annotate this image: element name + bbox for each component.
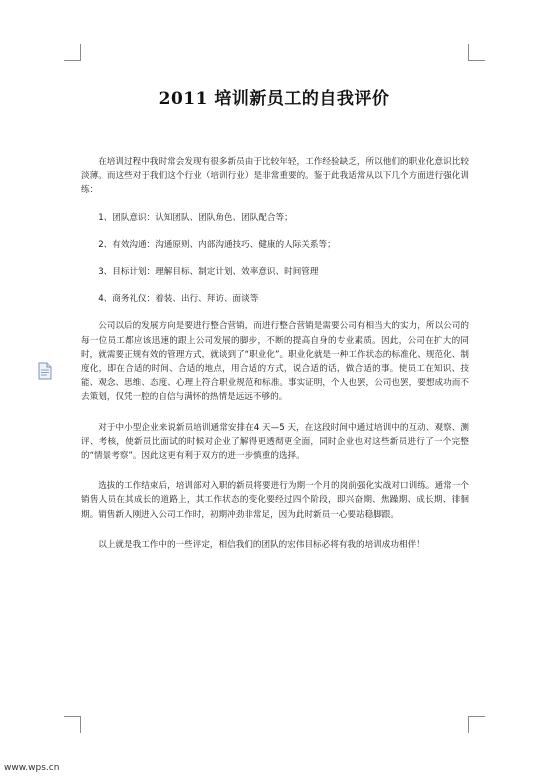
margin-corner-top-right: [468, 44, 485, 61]
list-item: 2、有效沟通：沟通原则、内部沟通技巧、健康的人际关系等；: [98, 239, 336, 250]
list-item: 4、商务礼仪：着装、出行、拜访、面谈等: [98, 294, 259, 305]
body-paragraph: 公司以后的发展方向是要进行整合营销，而进行整合营销是需要公司有相当大的实力，所以公司的每一位员工都应该迅速的跟上公司发展的脚步，不断的提高自身的专业素质。因此，公司在扩大的同时，就需要正规有效的管理方式，就谈到了“职业化”。职业化就是一种工作状态的标准化、规范化、制度化，即在合适的时间、合适的地点，用合适的方式，说合适的话，做合适的事。使员工在知识、技能、观念、思维、态度、心理上符合职业规范和标准。事实证明，个人也罢，公司也罢，要想成功而不去策划，仅凭一腔的自信与满怀的热情是远远不够的。: [81, 321, 469, 403]
body-paragraph: 选拔的工作结束后，培训部对入职的新员将要进行为期一个月的岗前强化实战对口训练。通常一个销售人员在其成长的道路上，其工作状态的变化要经过四个阶段，即兴奋期、焦躁期、成长期、徘徊期。销售新人刚进入公司工作时，初期冲劲非常足，因为此时新员一心要站稳脚跟。: [81, 481, 469, 520]
document-icon[interactable]: [38, 362, 52, 380]
body-paragraph: 对于中小型企业来说新员培训通常安排在4 天—5 天，在这段时间中通过培训中的互动、观察、测评、考核，使新员比面试的时候对企业了解得更透彻更全面，同时企业也对这些新员进行了一个完整的“情景考察”。因此这更有利于双方的进一步慎重的选择。: [81, 422, 469, 462]
list-item: 1、团队意识：认知团队、团队角色、团队配合等；: [98, 212, 293, 223]
closing-paragraph: 以上就是我工作中的一些评定，相信我们的团队的宏伟目标必将有我的培训成功相伴！: [98, 539, 425, 550]
document-body[interactable]: [81, 155, 469, 552]
intro-paragraph: 在培训过程中我时常会发现有很多新员由于比较年轻，工作经验缺乏，所以他们的职业化意识比较淡薄。而这些对于我们这个行业（培训行业）是非常重要的。鉴于此我适常从以下几个方面进行强化训练：: [81, 157, 469, 196]
list-item: 3、目标计划：理解目标、制定计划、效率意识、时间管理: [98, 267, 319, 278]
margin-corner-bottom-left: [64, 716, 81, 733]
margin-corner-top-left: [64, 44, 81, 61]
footer-url: www.wps.cn: [4, 763, 60, 773]
margin-corner-bottom-right: [468, 716, 485, 733]
document-title: 2011 培训新员工的自我评价: [158, 89, 390, 109]
